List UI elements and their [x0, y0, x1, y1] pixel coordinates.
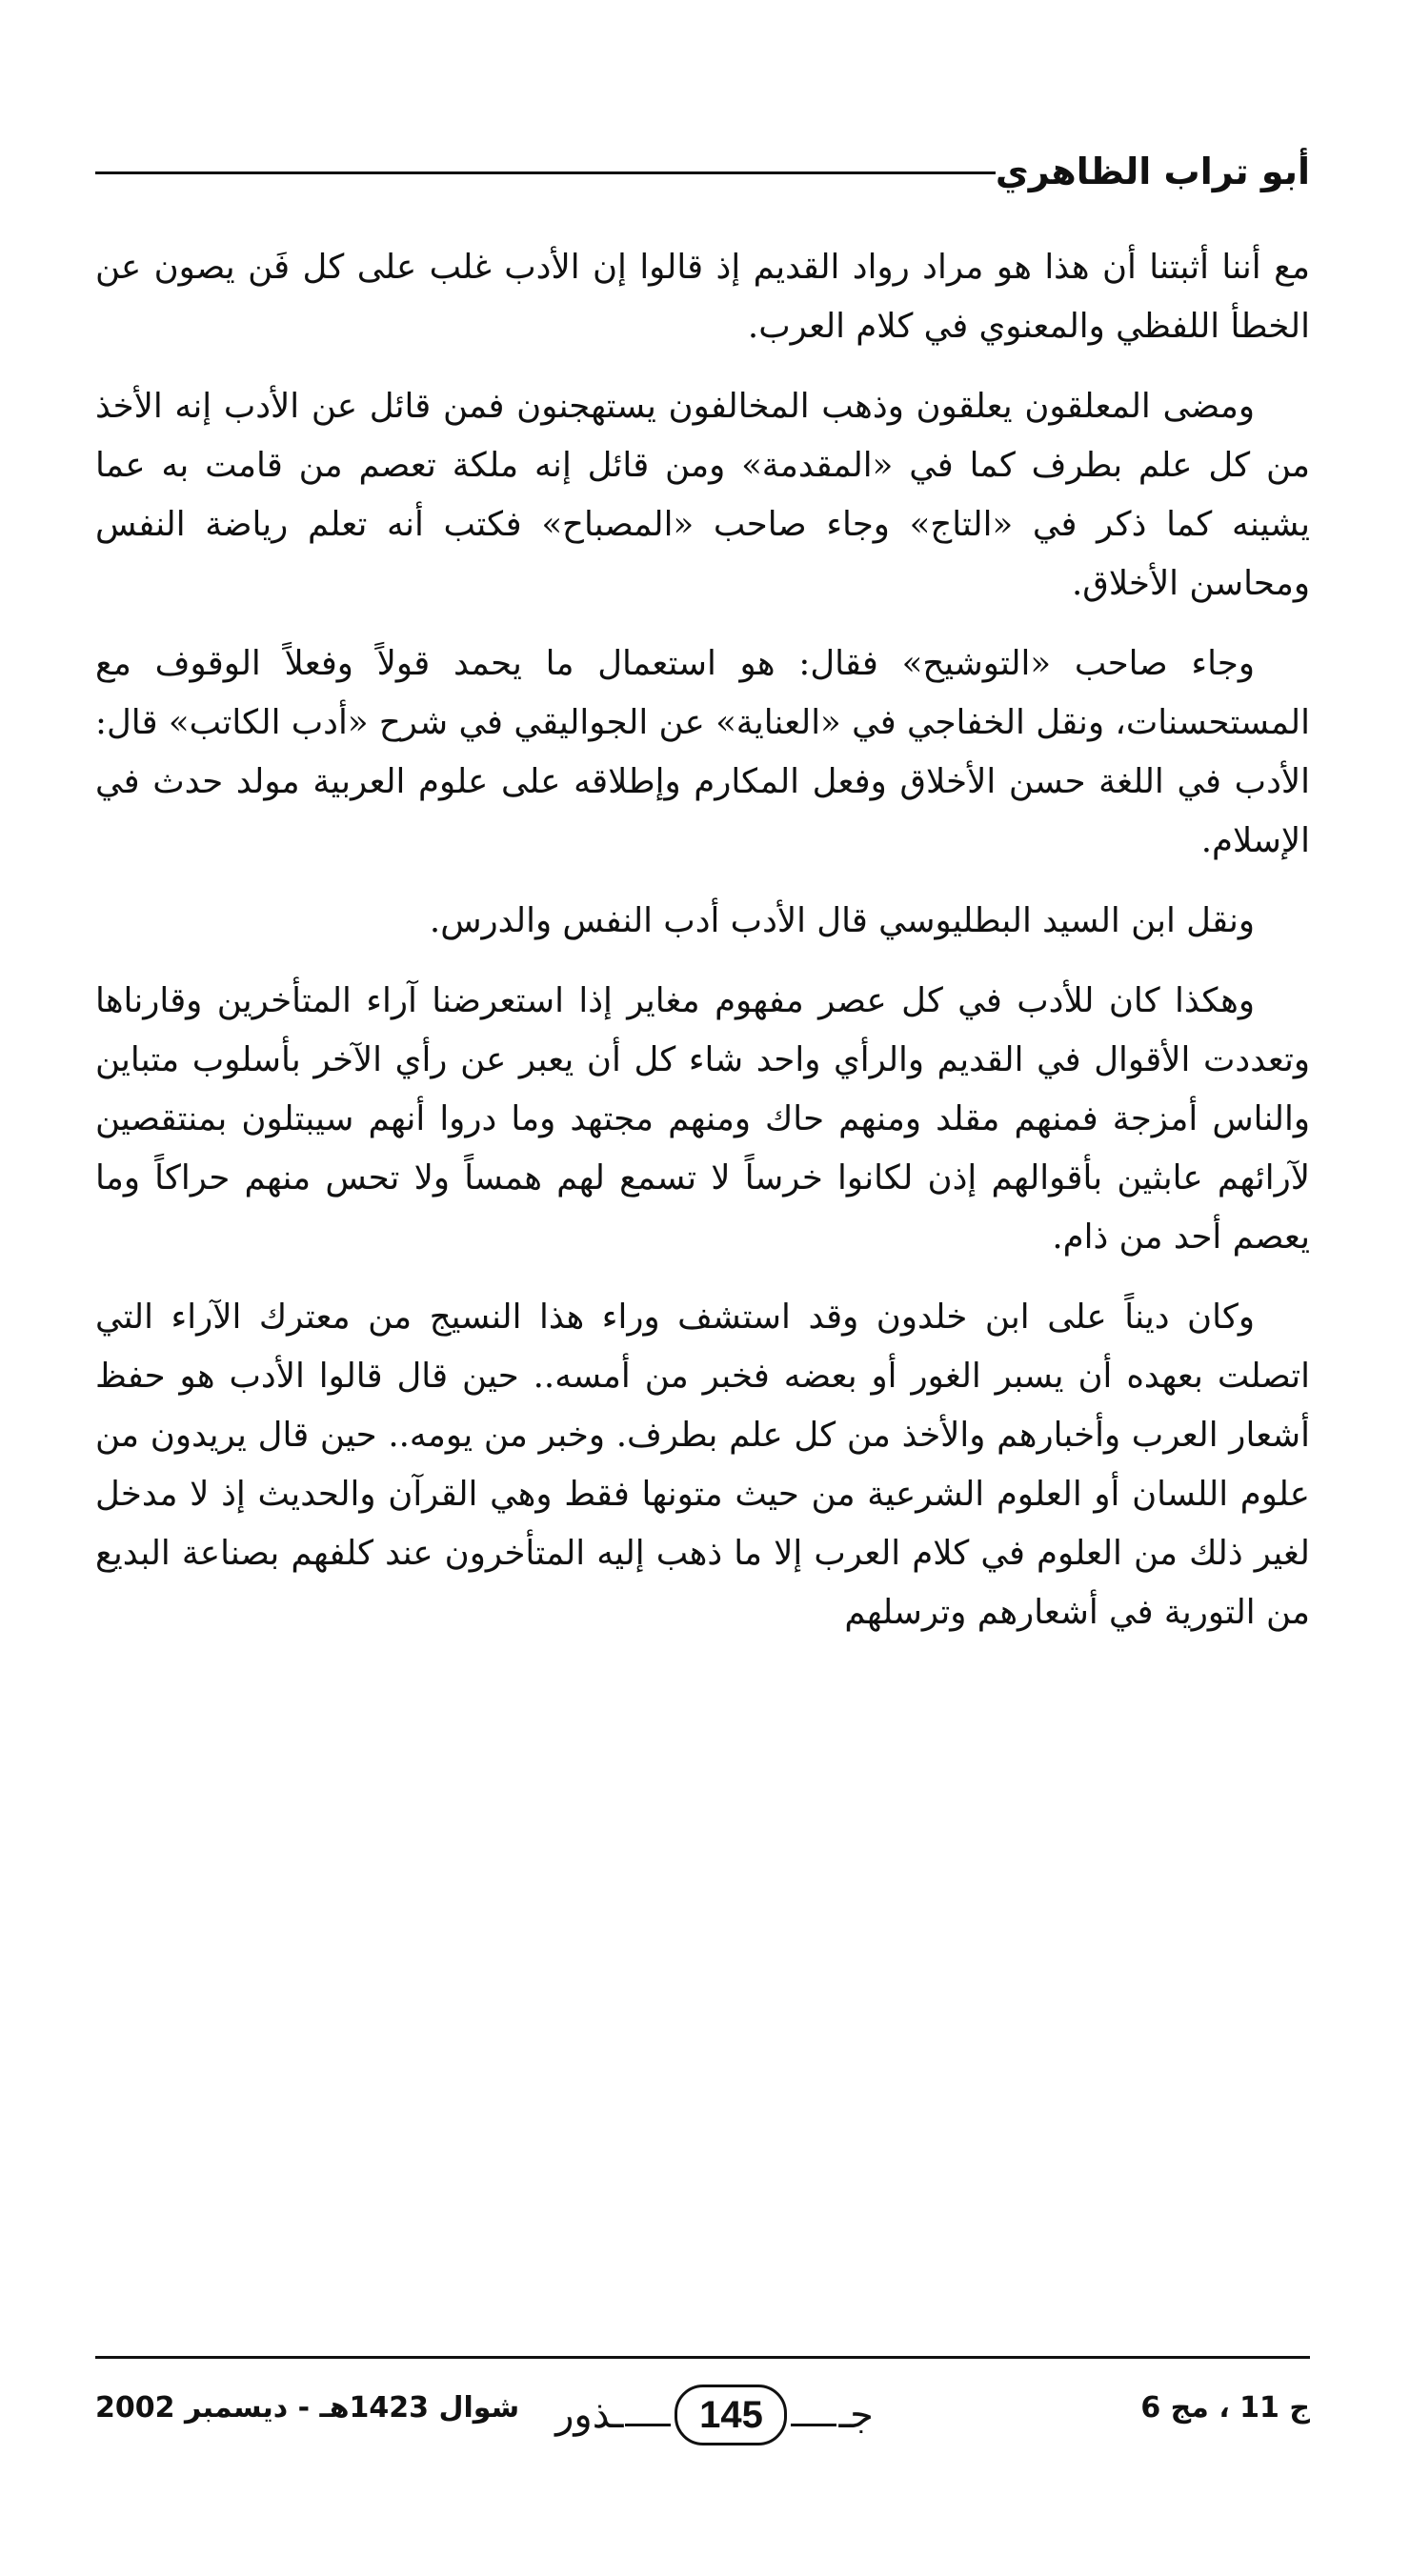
- logo-line: [625, 2424, 671, 2426]
- paragraph: مع أننا أثبتنا أن هذا هو مراد رواد القديم إذ قالوا إن الأدب غلب على كل فَن يصون عن الخطأ اللفظي والمعنوي في كلام العرب.: [95, 248, 1310, 346]
- journal-name-end: ـذور: [555, 2393, 624, 2437]
- paragraph: وجاء صاحب «التوشيح» فقال: هو استعمال ما يحمد قولاً وفعلاً الوقوف مع المستحسنات، ونقل الخفاجي في «العناية» عن الجواليقي في شرح «أدب الكاتب» قال: الأدب في اللغة حسن الأخلاق وفعل المكارم وإطلاقه على علوم العربية مولد حدث في الإسلام.: [95, 644, 1310, 860]
- issue-date: شوال 1423هـ - ديسمبر 2002: [95, 2391, 520, 2425]
- paragraph: وهكذا كان للأدب في كل عصر مفهوم مغاير إذا استعرضنا آراء المتأخرين وقارناها وتعددت الأقوال في القديم والرأي واحد شاء كل أن يعبر عن رأي الآخر بأسلوب متباين والناس أمزجة فمنهم مقلد ومنهم حاك ومنهم مجتهد وما دروا أنهم سيبتلون بمنتقصين لآرائهم عابثين بأقوالهم إذن لكانوا خرساً لا تسمع لهم همساً ولا تحس منهم حراكاً وما يعصم أحد من ذام.: [95, 981, 1310, 1257]
- page-number: 145: [675, 2385, 787, 2445]
- journal-name-start: جـ: [838, 2393, 874, 2437]
- page-header: [95, 143, 1310, 200]
- paragraph: وكان ديناً على ابن خلدون وقد استشف وراء هذا النسيج من معترك الآراء التي اتصلت بعهده أن يسبر الغور أو بعضه فخبر من أمسه.. حين قال قالوا الأدب هو حفظ أشعار العرب وأخبارهم والأخذ من كل علم بطرف. وخبر من يومه.. حين قال يريدون من علوم اللسان أو العلوم الشرعية من حيث متونها فقط وهي القرآن والحديث إذ لا مدخل لغير ذلك من العلوم في كلام العرب إلا ما ذهب إليه المتأخرون عند كلفهم بصناعة البديع من التورية في أشعارهم وترسلهم: [95, 1298, 1310, 1632]
- footer-rule: [95, 2356, 1310, 2359]
- article-body: [95, 238, 1310, 1663]
- issue-info: ج 11 ، مج 6: [1140, 2391, 1310, 2425]
- page-footer: [95, 2382, 1310, 2448]
- paragraph: ونقل ابن السيد البطليوسي قال الأدب أدب النفس والدرس.: [429, 901, 1255, 940]
- paragraph: ومضى المعلقون يعلقون وذهب المخالفون يستهجنون فمن قائل عن الأدب إنه الأخذ من كل علم بطرف كما في «المقدمة» ومن قائل إنه ملكة تعصم من قامت به عما يشينه كما ذكر في «التاج» وجاء صاحب «المصباح» فكتب أنه تعلم رياضة النفس ومحاسن الأخلاق.: [95, 387, 1310, 603]
- header-rule: [95, 171, 996, 174]
- logo-line: [791, 2424, 836, 2426]
- running-title: أبو تراب الظاهري: [995, 151, 1310, 192]
- journal-logo: [543, 2382, 886, 2448]
